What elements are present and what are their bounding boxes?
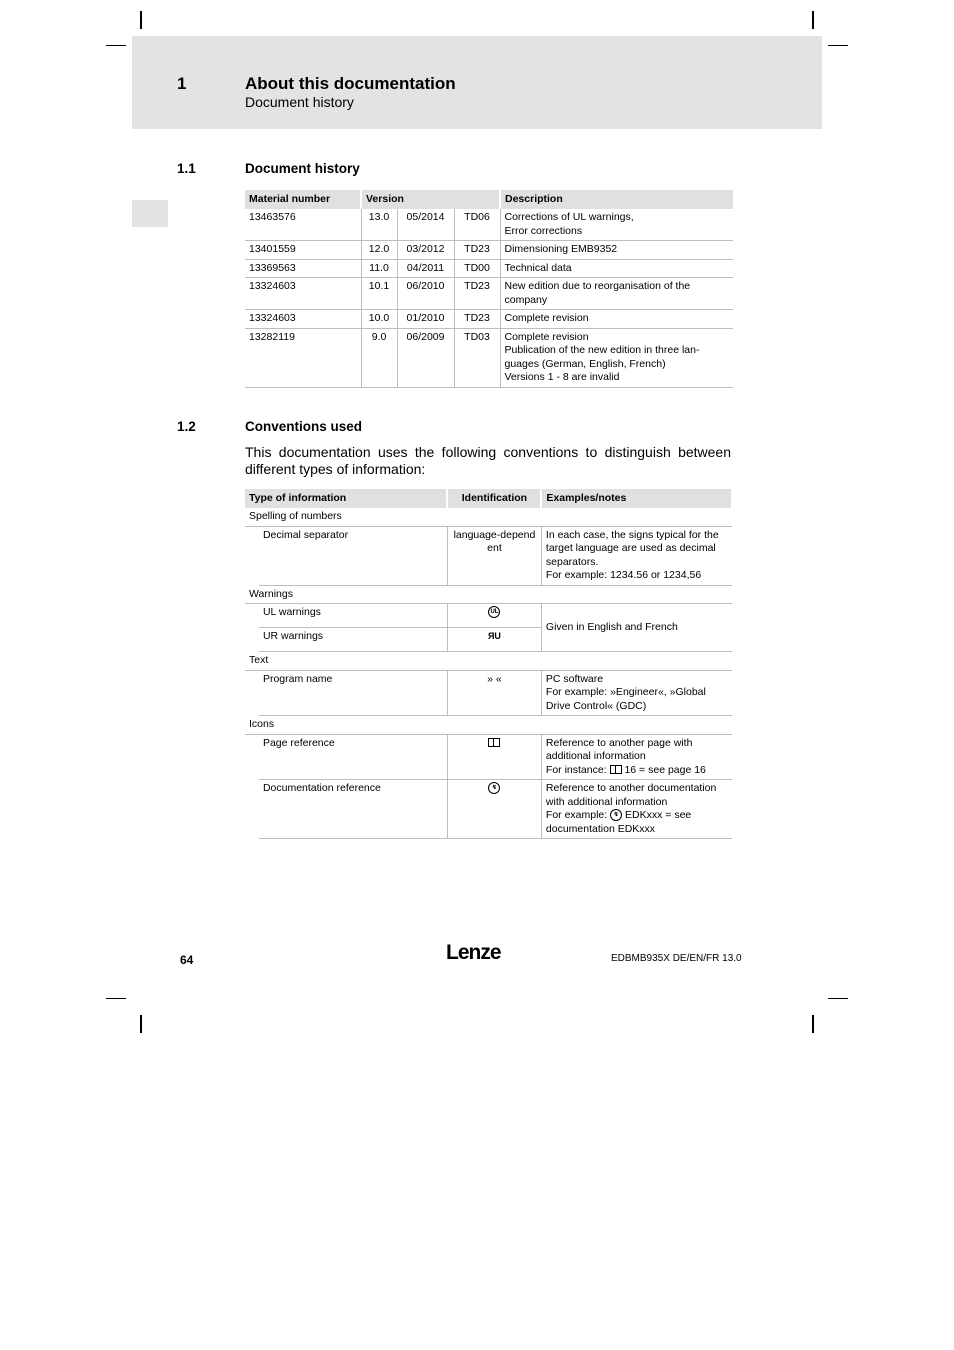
crop-mark <box>140 1015 142 1033</box>
example-line: Reference to another documentation <box>545 782 717 794</box>
version-date: 06/2009 <box>397 328 454 387</box>
lenze-logo: Lenze <box>446 941 501 964</box>
group-row <box>245 652 732 671</box>
table-row <box>245 278 733 310</box>
material-number: 13401559 <box>245 241 361 260</box>
table-row <box>245 328 733 387</box>
example-line: separators. <box>545 555 599 568</box>
version-date: 06/2010 <box>397 278 454 310</box>
description-line: New edition due to reorganisation of the <box>504 280 691 292</box>
version-number: 9.0 <box>361 328 397 387</box>
column-header: Material number <box>245 190 361 209</box>
group-label: Text <box>245 652 732 671</box>
version-date: 05/2014 <box>397 209 454 241</box>
column-header: Identification <box>447 489 541 508</box>
version-date: 04/2011 <box>397 259 454 278</box>
group-row <box>245 508 732 526</box>
section-title: Conventions used <box>245 419 363 434</box>
example-line: Reference to another page with <box>545 736 693 749</box>
description-line: company <box>504 293 548 306</box>
version-number: 12.0 <box>361 241 397 260</box>
table-row <box>245 241 733 260</box>
type-cell: UL warnings <box>259 604 448 628</box>
version-code: TD00 <box>454 259 500 278</box>
version-code: TD06 <box>454 209 500 241</box>
material-number: 13324603 <box>245 310 361 329</box>
crop-mark <box>140 11 142 29</box>
identification-cell <box>447 734 541 780</box>
group-row <box>245 716 732 735</box>
type-cell: Decimal separator <box>259 526 448 585</box>
table-header-row <box>245 190 733 209</box>
description <box>500 310 733 329</box>
description-line: Publication of the new edition in three lan- <box>504 344 700 356</box>
examples-cell <box>541 780 732 839</box>
document-history-table <box>245 190 733 388</box>
identification-cell: » « <box>447 670 541 716</box>
version-code: TD23 <box>454 241 500 260</box>
description <box>500 278 733 310</box>
type-cell: Page reference <box>259 734 448 780</box>
side-tab-marker <box>132 200 168 227</box>
table-row <box>245 604 732 628</box>
example-line: For instance: 16 = see page 16 <box>545 763 706 776</box>
description-line: guages (German, English, French) <box>504 357 666 370</box>
table-row <box>245 259 733 278</box>
chapter-header-band <box>132 36 822 129</box>
type-cell: Documentation reference <box>259 780 448 839</box>
material-number: 13369563 <box>245 259 361 278</box>
section-number: 1.1 <box>177 161 196 176</box>
description-line: Dimensioning EMB9352 <box>504 243 618 255</box>
version-number: 11.0 <box>361 259 397 278</box>
document-id: EDBMB935X DE/EN/FR 13.0 <box>611 953 742 964</box>
example-line: Drive Control« (GDC) <box>545 699 647 712</box>
version-number: 13.0 <box>361 209 397 241</box>
description <box>500 209 733 241</box>
intro-paragraph: This documentation uses the following conventions to distinguish between different types of information: <box>245 444 731 477</box>
book-icon <box>610 765 622 774</box>
book-icon <box>488 738 500 747</box>
column-header: Version <box>361 190 500 209</box>
example-line: In each case, the signs typical for the <box>545 528 719 541</box>
description-line: Complete revision <box>504 330 589 343</box>
conventions-table <box>245 489 733 839</box>
material-number: 13282119 <box>245 328 361 387</box>
column-header: Description <box>500 190 733 209</box>
version-code: TD23 <box>454 310 500 329</box>
material-number: 13463576 <box>245 209 361 241</box>
example-line: target language are used as decimal <box>545 542 716 554</box>
table-row <box>245 734 732 780</box>
description-line: Complete revision <box>504 312 589 324</box>
version-number: 10.1 <box>361 278 397 310</box>
ur-mark-icon: ЯU <box>487 631 501 641</box>
group-label: Icons <box>245 716 732 735</box>
type-cell: Program name <box>259 670 448 716</box>
identification-cell <box>447 628 541 652</box>
table-header-row <box>245 489 732 508</box>
identification-cell: language-dependent <box>447 526 541 585</box>
version-number: 10.0 <box>361 310 397 329</box>
example-line: For example: »Engineer«, »Global <box>545 686 706 698</box>
identification-cell <box>447 780 541 839</box>
example-line: with additional information <box>545 795 668 808</box>
description-line: Corrections of UL warnings, <box>504 211 634 223</box>
section-number: 1.2 <box>177 419 196 434</box>
identification-cell <box>447 604 541 628</box>
example-line: PC software <box>545 672 604 685</box>
ul-mark-icon: UL <box>488 606 500 618</box>
doc-reference-icon: ↯ <box>488 782 500 794</box>
examples-cell: Given in English and French <box>541 604 732 652</box>
description-line: Error corrections <box>504 224 583 237</box>
version-date: 03/2012 <box>397 241 454 260</box>
crop-mark <box>106 998 126 999</box>
column-header: Examples/notes <box>541 489 732 508</box>
crop-mark <box>812 11 814 29</box>
description <box>500 328 733 387</box>
crop-mark <box>828 45 848 46</box>
crop-mark <box>106 45 126 46</box>
examples-cell <box>541 734 732 780</box>
chapter-number: 1 <box>177 74 187 93</box>
column-header: Type of information <box>245 489 447 508</box>
page-number: 64 <box>180 953 194 967</box>
example-line: additional information <box>545 750 646 762</box>
group-row <box>245 585 732 604</box>
crop-mark <box>828 998 848 999</box>
table-row <box>245 526 732 585</box>
section-title: Document history <box>245 161 360 176</box>
group-label: Warnings <box>245 585 732 604</box>
chapter-title: About this documentation <box>245 74 456 93</box>
chapter-subtitle: Document history <box>245 94 354 110</box>
version-date: 01/2010 <box>397 310 454 329</box>
example-line: For example: ↯ EDKxxx = see <box>545 809 692 821</box>
description <box>500 259 733 278</box>
examples-cell <box>541 526 732 585</box>
table-row <box>245 310 733 329</box>
table-row <box>245 209 733 241</box>
table-row <box>245 780 732 839</box>
example-line: For example: 1234.56 or 1234,56 <box>545 569 702 581</box>
type-cell: UR warnings <box>259 628 448 652</box>
material-number: 13324603 <box>245 278 361 310</box>
table-row <box>245 670 732 716</box>
description-line: Versions 1 - 8 are invalid <box>504 371 620 383</box>
example-line: documentation EDKxxx <box>545 822 656 835</box>
description-line: Technical data <box>504 261 572 274</box>
version-code: TD03 <box>454 328 500 387</box>
crop-mark <box>812 1015 814 1033</box>
examples-cell <box>541 670 732 716</box>
description <box>500 241 733 260</box>
doc-reference-icon: ↯ <box>610 809 622 821</box>
group-label: Spelling of numbers <box>245 508 732 526</box>
version-code: TD23 <box>454 278 500 310</box>
